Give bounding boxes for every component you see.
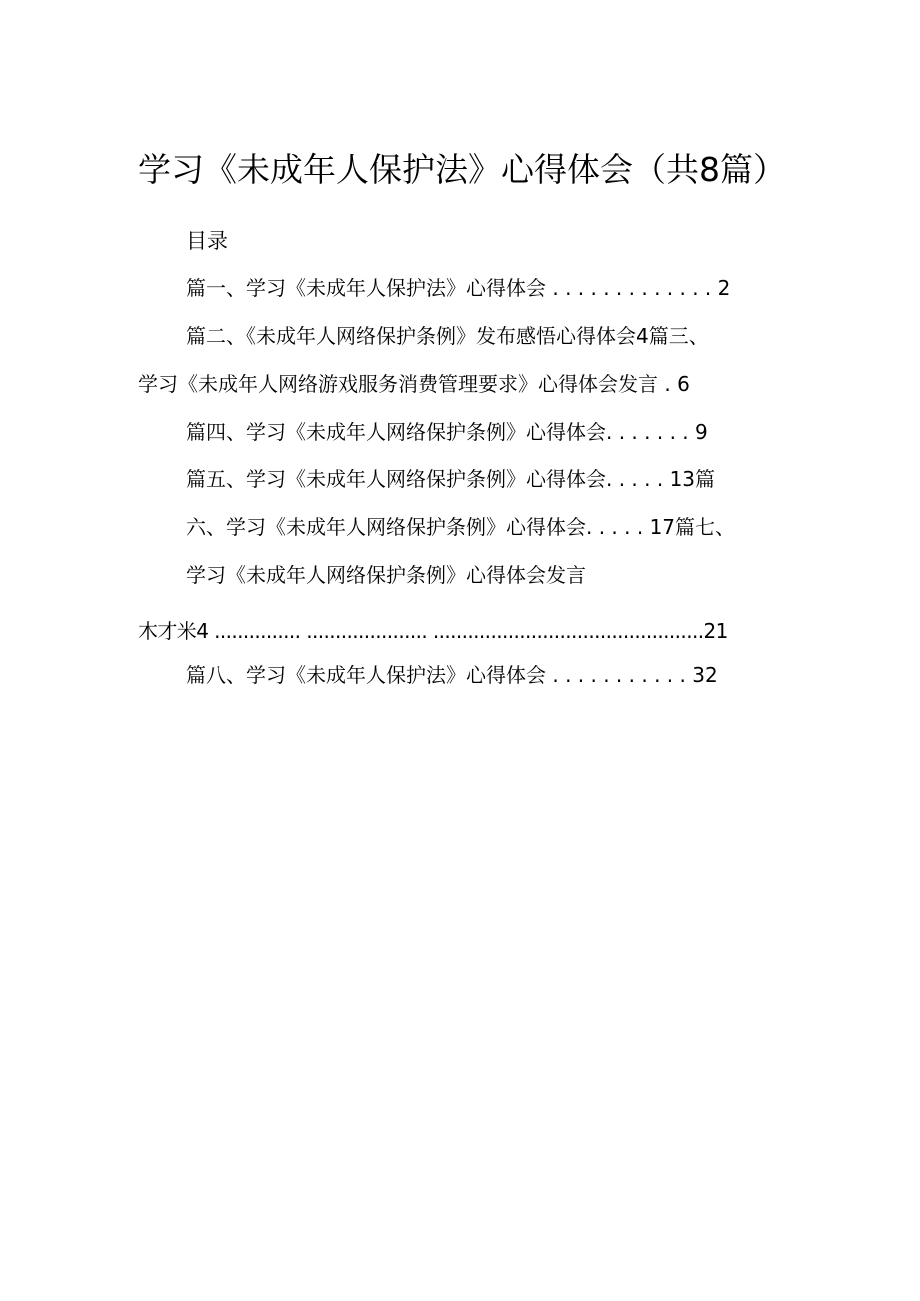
toc-entry-1[interactable]: 篇一、学习《未成年人保护法》心得体会 . . . . . . . . . . . . . 2 xyxy=(186,276,731,300)
toc-entry-5[interactable]: 篇五、学习《未成年人网络保护条例》心得体会. . . . . 13篇 xyxy=(186,467,716,491)
toc-entry-4[interactable]: 篇四、学习《未成年人网络保护条例》心得体会. . . . . . . 9 xyxy=(186,420,708,444)
toc-entry-8[interactable]: 木才米4 ............... ..................... ...............................................21 xyxy=(138,619,728,643)
toc-heading: 目录 xyxy=(186,229,228,253)
document-title: 学习《未成年人保护法》心得体会（共8篇） xyxy=(138,150,786,189)
toc-entry-2[interactable]: 篇二、《未成年人网络保护条例》发布感悟心得体会4篇三、 xyxy=(186,324,709,348)
toc-entry-7[interactable]: 学习《未成年人网络保护条例》心得体会发言 xyxy=(186,563,586,587)
toc-entry-6[interactable]: 六、学习《未成年人网络保护条例》心得体会. . . . . 17篇七、 xyxy=(186,515,736,539)
toc-entry-9[interactable]: 篇八、学习《未成年人保护法》心得体会 . . . . . . . . . . . 32 xyxy=(186,663,718,687)
toc-entry-3[interactable]: 学习《未成年人网络游戏服务消费管理要求》心得体会发言 . 6 xyxy=(138,372,690,396)
